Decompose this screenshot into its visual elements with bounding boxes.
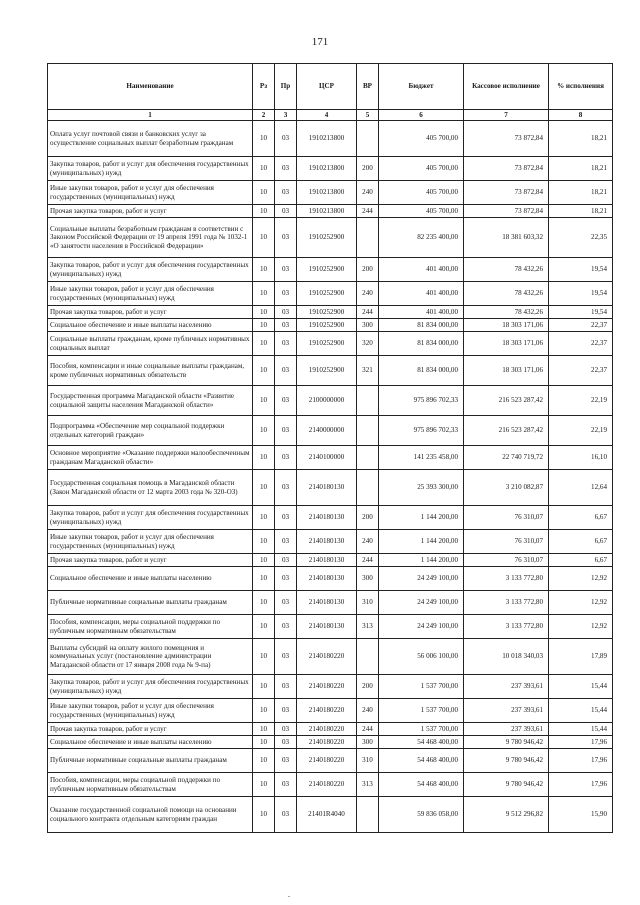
column-number: 7 [464,110,549,121]
row-csr: 2140180130 [297,554,357,567]
row-pr: 03 [275,319,297,332]
row-name: Пособия, компенсации, меры социальной поддержки по публичным нормативным обязательствам [48,773,253,797]
footer-mark: . [288,890,290,899]
row-pr: 03 [275,282,297,306]
row-csr: 2140180130 [297,567,357,591]
row-csr: 2140180220 [297,773,357,797]
table-row [48,218,613,258]
row-csr: 2140180220 [297,723,357,736]
row-rz: 10 [253,386,275,416]
row-cash-execution: 73 872,84 [464,181,549,205]
table-row [48,749,613,773]
row-pr: 03 [275,736,297,749]
row-csr: 2140180220 [297,675,357,699]
table-row [48,416,613,446]
row-name: Социальное обеспечение и иные выплаты населению [48,736,253,749]
table-row [48,530,613,554]
row-percent: 17,89 [549,639,613,675]
row-pr: 03 [275,446,297,470]
row-pr: 03 [275,675,297,699]
row-budget: 24 249 100,00 [379,567,464,591]
row-name: Государственная социальная помощь в Магаданской области (Закон Магаданской области от 12 марта 2003 года № 320-ОЗ) [48,470,253,506]
row-pr: 03 [275,615,297,639]
row-percent: 22,37 [549,319,613,332]
row-rz: 10 [253,205,275,218]
row-budget: 54 468 400,00 [379,749,464,773]
row-cash-execution: 237 393,61 [464,699,549,723]
row-rz: 10 [253,446,275,470]
row-percent: 12,92 [549,591,613,615]
table-row [48,258,613,282]
row-budget: 1 144 200,00 [379,554,464,567]
table-row [48,205,613,218]
row-percent: 22,19 [549,386,613,416]
row-percent: 15,90 [549,797,613,833]
row-vr: 300 [357,736,379,749]
row-rz: 10 [253,773,275,797]
header-percent-execution: % исполнения [549,64,613,110]
row-budget: 405 700,00 [379,181,464,205]
row-pr: 03 [275,258,297,282]
row-cash-execution: 76 310,07 [464,554,549,567]
row-rz: 10 [253,319,275,332]
row-budget: 82 235 400,00 [379,218,464,258]
row-rz: 10 [253,699,275,723]
column-number: 3 [275,110,297,121]
row-name: Прочая закупка товаров, работ и услуг [48,205,253,218]
row-budget: 81 834 000,00 [379,332,464,356]
row-vr [357,416,379,446]
row-percent: 12,64 [549,470,613,506]
row-percent: 6,67 [549,554,613,567]
row-rz: 10 [253,181,275,205]
row-budget: 24 249 100,00 [379,591,464,615]
row-percent: 6,67 [549,530,613,554]
row-pr: 03 [275,356,297,386]
row-vr: 244 [357,306,379,319]
row-percent: 22,19 [549,416,613,446]
row-rz: 10 [253,530,275,554]
row-percent: 18,21 [549,121,613,157]
row-percent: 15,44 [549,723,613,736]
row-vr: 200 [357,675,379,699]
row-rz: 10 [253,416,275,446]
row-vr [357,121,379,157]
row-budget: 81 834 000,00 [379,356,464,386]
row-pr: 03 [275,181,297,205]
row-cash-execution: 10 018 340,03 [464,639,549,675]
row-csr: 2100000000 [297,386,357,416]
row-csr: 1910252900 [297,282,357,306]
row-cash-execution: 3 133 772,80 [464,567,549,591]
row-rz: 10 [253,615,275,639]
row-vr: 200 [357,506,379,530]
row-budget: 1 144 200,00 [379,506,464,530]
row-percent: 22,37 [549,332,613,356]
row-name: Публичные нормативные социальные выплаты гражданам [48,591,253,615]
row-vr: 200 [357,157,379,181]
row-csr: 1910213800 [297,157,357,181]
row-budget: 1 537 700,00 [379,699,464,723]
row-vr: 240 [357,530,379,554]
table-row [48,699,613,723]
row-budget: 25 393 300,00 [379,470,464,506]
row-rz: 10 [253,332,275,356]
row-rz: 10 [253,797,275,833]
column-number: 4 [297,110,357,121]
table-row [48,332,613,356]
table-row [48,470,613,506]
row-budget: 405 700,00 [379,205,464,218]
row-budget: 401 400,00 [379,282,464,306]
row-name: Прочая закупка товаров, работ и услуг [48,306,253,319]
row-percent: 19,54 [549,306,613,319]
row-cash-execution: 18 303 171,06 [464,332,549,356]
row-cash-execution: 9 780 946,42 [464,749,549,773]
header-name: Наименование [48,64,253,110]
row-vr: 200 [357,258,379,282]
row-vr: 300 [357,567,379,591]
row-cash-execution: 78 432,26 [464,282,549,306]
row-vr [357,218,379,258]
row-rz: 10 [253,157,275,181]
row-name: Социальное обеспечение и иные выплаты населению [48,567,253,591]
row-rz: 10 [253,306,275,319]
row-budget: 975 896 702,33 [379,386,464,416]
row-percent: 18,21 [549,157,613,181]
row-name: Иные закупки товаров, работ и услуг для обеспечения государственных (муниципальных) нужд [48,181,253,205]
row-cash-execution: 18 303 171,06 [464,356,549,386]
table-row [48,306,613,319]
row-vr [357,470,379,506]
row-cash-execution: 216 523 287,42 [464,416,549,446]
row-pr: 03 [275,416,297,446]
row-pr: 03 [275,205,297,218]
row-cash-execution: 18 381 603,32 [464,218,549,258]
row-percent: 18,21 [549,181,613,205]
row-rz: 10 [253,554,275,567]
row-pr: 03 [275,723,297,736]
row-cash-execution: 73 872,84 [464,157,549,181]
header-row [48,64,613,110]
row-percent: 19,54 [549,258,613,282]
row-percent: 17,96 [549,749,613,773]
table-row [48,797,613,833]
row-csr: 2140100000 [297,446,357,470]
row-rz: 10 [253,591,275,615]
row-name: Закупка товаров, работ и услуг для обеспечения государственных (муниципальных) нужд [48,157,253,181]
row-vr [357,386,379,416]
row-name: Прочая закупка товаров, работ и услуг [48,554,253,567]
table-row [48,282,613,306]
row-percent: 12,92 [549,567,613,591]
row-vr: 240 [357,181,379,205]
row-pr: 03 [275,386,297,416]
row-csr: 2140180220 [297,736,357,749]
row-name: Социальное обеспечение и иные выплаты населению [48,319,253,332]
row-cash-execution: 78 432,26 [464,306,549,319]
row-pr: 03 [275,332,297,356]
row-name: Закупка товаров, работ и услуг для обеспечения государственных (муниципальных) нужд [48,506,253,530]
row-name: Закупка товаров, работ и услуг для обеспечения государственных (муниципальных) нужд [48,258,253,282]
row-cash-execution: 3 210 082,87 [464,470,549,506]
row-name: Прочая закупка товаров, работ и услуг [48,723,253,736]
row-name: Социальные выплаты гражданам, кроме публичных нормативных социальных выплат [48,332,253,356]
row-pr: 03 [275,591,297,615]
table-row [48,157,613,181]
row-pr: 03 [275,797,297,833]
row-name: Иные закупки товаров, работ и услуг для обеспечения государственных (муниципальных) нужд [48,282,253,306]
row-percent: 12,92 [549,615,613,639]
row-vr: 300 [357,319,379,332]
column-number: 8 [549,110,613,121]
row-csr: 2140180130 [297,591,357,615]
row-cash-execution: 73 872,84 [464,121,549,157]
row-rz: 10 [253,218,275,258]
row-budget: 401 400,00 [379,306,464,319]
table-row [48,567,613,591]
table-row [48,446,613,470]
row-csr: 1910252900 [297,356,357,386]
row-vr: 244 [357,723,379,736]
row-budget: 24 249 100,00 [379,615,464,639]
row-rz: 10 [253,121,275,157]
header-budget: Бюджет [379,64,464,110]
table-row [48,773,613,797]
table-row [48,386,613,416]
row-cash-execution: 76 310,07 [464,506,549,530]
row-budget: 405 700,00 [379,157,464,181]
row-cash-execution: 22 740 719,72 [464,446,549,470]
table-row [48,356,613,386]
row-rz: 10 [253,356,275,386]
row-csr: 2140180130 [297,530,357,554]
table-row [48,554,613,567]
table-body [48,121,613,833]
row-cash-execution: 3 133 772,80 [464,591,549,615]
row-csr: 2140180220 [297,639,357,675]
row-vr: 320 [357,332,379,356]
row-percent: 22,35 [549,218,613,258]
row-name: Основное мероприятие «Оказание поддержки малообеспеченным гражданам Магаданской области» [48,446,253,470]
row-cash-execution: 237 393,61 [464,675,549,699]
row-vr: 244 [357,205,379,218]
row-budget: 1 537 700,00 [379,723,464,736]
row-cash-execution: 9 780 946,42 [464,736,549,749]
row-percent: 18,21 [549,205,613,218]
row-pr: 03 [275,567,297,591]
header-csr: ЦСР [297,64,357,110]
row-rz: 10 [253,639,275,675]
row-name: Социальные выплаты безработным гражданам в соответствии с Законом Российской Федерации от 19 апреля 1991 года № 1032-1 «О занятости населения в Российской Федерации» [48,218,253,258]
row-cash-execution: 76 310,07 [464,530,549,554]
row-budget: 54 468 400,00 [379,773,464,797]
row-csr: 1910213800 [297,205,357,218]
budget-execution-table [47,63,613,833]
row-vr: 310 [357,749,379,773]
column-number-row [48,110,613,121]
row-csr: 21401R4040 [297,797,357,833]
table-row [48,639,613,675]
row-budget: 1 144 200,00 [379,530,464,554]
column-number: 6 [379,110,464,121]
row-name: Подпрограмма «Обеспечение мер социальной поддержки отдельных категорий граждан» [48,416,253,446]
row-csr: 2140180220 [297,699,357,723]
row-vr: 321 [357,356,379,386]
row-name: Оплата услуг почтовой связи и банковских услуг за осуществление социальных выплат безработным гражданам [48,121,253,157]
row-csr: 1910252900 [297,218,357,258]
table-row [48,615,613,639]
row-csr: 2140180130 [297,470,357,506]
row-rz: 10 [253,282,275,306]
column-number: 5 [357,110,379,121]
row-cash-execution: 73 872,84 [464,205,549,218]
row-budget: 1 537 700,00 [379,675,464,699]
row-name: Пособия, компенсации и иные социальные выплаты гражданам, кроме публичных нормативных обязательств [48,356,253,386]
row-budget: 54 468 400,00 [379,736,464,749]
row-rz: 10 [253,506,275,530]
row-pr: 03 [275,554,297,567]
header-cash-execution: Кассовое исполнение [464,64,549,110]
row-name: Иные закупки товаров, работ и услуг для обеспечения государственных (муниципальных) нужд [48,530,253,554]
table-row [48,675,613,699]
table-row [48,723,613,736]
column-number: 1 [48,110,253,121]
row-cash-execution: 3 133 772,80 [464,615,549,639]
table-row [48,506,613,530]
row-cash-execution: 18 303 171,06 [464,319,549,332]
row-vr: 310 [357,591,379,615]
row-rz: 10 [253,567,275,591]
table-row [48,319,613,332]
header-pr: Пр [275,64,297,110]
row-rz: 10 [253,736,275,749]
row-vr: 240 [357,282,379,306]
row-vr: 313 [357,773,379,797]
row-pr: 03 [275,773,297,797]
row-rz: 10 [253,749,275,773]
row-pr: 03 [275,470,297,506]
row-vr [357,446,379,470]
header-vr: ВР [357,64,379,110]
row-cash-execution: 9 780 946,42 [464,773,549,797]
row-cash-execution: 78 432,26 [464,258,549,282]
row-pr: 03 [275,699,297,723]
row-csr: 1910252900 [297,332,357,356]
row-percent: 17,96 [549,773,613,797]
row-percent: 15,44 [549,675,613,699]
row-vr [357,639,379,675]
row-csr: 2140180130 [297,615,357,639]
row-budget: 81 834 000,00 [379,319,464,332]
row-cash-execution: 237 393,61 [464,723,549,736]
row-pr: 03 [275,157,297,181]
row-cash-execution: 9 512 296,82 [464,797,549,833]
row-pr: 03 [275,749,297,773]
row-cash-execution: 216 523 287,42 [464,386,549,416]
row-budget: 141 235 458,00 [379,446,464,470]
row-percent: 22,37 [549,356,613,386]
column-number: 2 [253,110,275,121]
row-budget: 975 896 702,33 [379,416,464,446]
row-name: Публичные нормативные социальные выплаты гражданам [48,749,253,773]
row-vr: 313 [357,615,379,639]
row-pr: 03 [275,218,297,258]
row-pr: 03 [275,506,297,530]
row-name: Оказание государственной социальной помощи на основании социального контракта отдельным категориям граждан [48,797,253,833]
row-csr: 1910213800 [297,181,357,205]
row-name: Пособия, компенсации, меры социальной поддержки по публичным нормативным обязательствам [48,615,253,639]
row-pr: 03 [275,121,297,157]
row-name: Выплаты субсидий на оплату жилого помещения и коммунальных услуг (постановление администрации Магаданской области от 17 января 2008 года № 9-па) [48,639,253,675]
row-name: Государственная программа Магаданской области «Развитие социальной защиты населения Магаданской области» [48,386,253,416]
row-csr: 2140000000 [297,416,357,446]
row-name: Закупка товаров, работ и услуг для обеспечения государственных (муниципальных) нужд [48,675,253,699]
row-name: Иные закупки товаров, работ и услуг для обеспечения государственных (муниципальных) нужд [48,699,253,723]
row-csr: 2140180130 [297,506,357,530]
table-row [48,121,613,157]
table-row [48,591,613,615]
row-rz: 10 [253,258,275,282]
header-rz: Рз [253,64,275,110]
row-pr: 03 [275,306,297,319]
row-rz: 10 [253,470,275,506]
row-rz: 10 [253,675,275,699]
row-vr: 244 [357,554,379,567]
row-csr: 1910252900 [297,258,357,282]
table-row [48,736,613,749]
row-budget: 59 836 058,00 [379,797,464,833]
row-vr [357,797,379,833]
table-row [48,181,613,205]
row-pr: 03 [275,530,297,554]
row-percent: 16,10 [549,446,613,470]
row-percent: 17,96 [549,736,613,749]
row-budget: 56 006 100,00 [379,639,464,675]
row-percent: 15,44 [549,699,613,723]
row-csr: 1910252900 [297,306,357,319]
row-csr: 1910252900 [297,319,357,332]
row-budget: 405 700,00 [379,121,464,157]
row-csr: 2140180220 [297,749,357,773]
row-percent: 6,67 [549,506,613,530]
row-vr: 240 [357,699,379,723]
row-percent: 19,54 [549,282,613,306]
row-budget: 401 400,00 [379,258,464,282]
row-pr: 03 [275,639,297,675]
row-csr: 1910213800 [297,121,357,157]
row-rz: 10 [253,723,275,736]
page-number: 171 [311,36,329,48]
